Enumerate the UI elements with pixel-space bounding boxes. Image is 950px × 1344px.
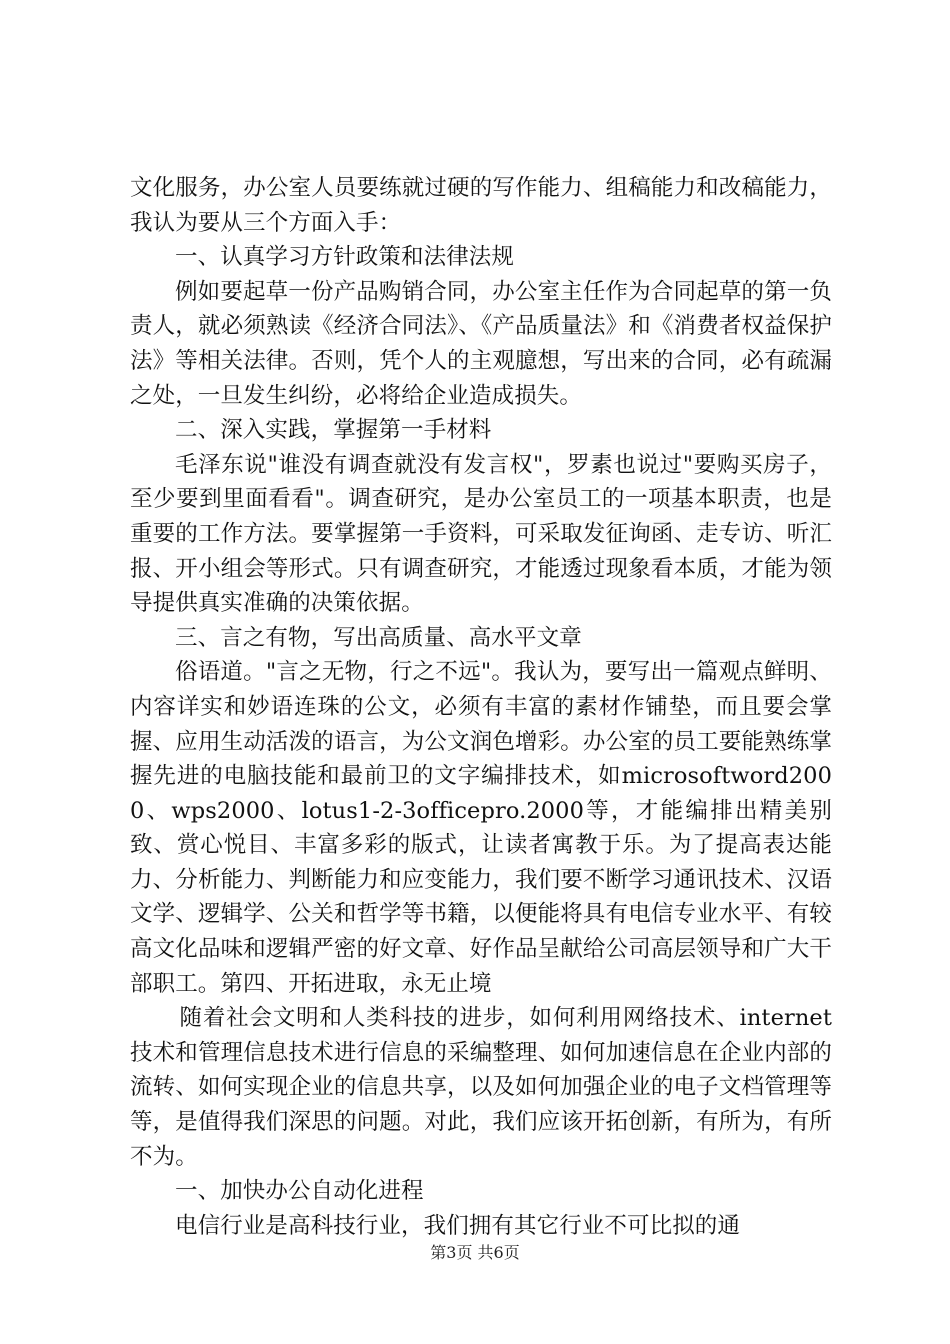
page-footer [0, 1243, 950, 1263]
document-body [130, 171, 832, 1243]
section-heading: 三、言之有物，写出高质量、高水平文章 [175, 624, 582, 651]
section-heading: 二、深入实践，掌握第一手材料 [175, 417, 492, 444]
page-number-label: 第3页 共6页 [430, 1243, 520, 1262]
paragraph: 例如要起草一份产品购销合同，办公室主任作为合同起草的第一负责人，就必须熟读《经济合同法》、《产品质量法》和《消费者权益保护法》等相关法律。否则，凭个人的主观臆想，写出来的合同，必有疏漏之处，一旦发生纠纷，必将给企业造成损失。 [130, 278, 832, 409]
paragraph: 电信行业是高科技行业，我们拥有其它行业不可比拟的通 [175, 1212, 741, 1239]
paragraph: 文化服务，办公室人员要练就过硬的写作能力、组稿能力和改稿能力，我认为要从三个方面入手： [130, 175, 832, 236]
paragraph: 随着社会文明和人类科技的进步，如何利用网络技术、internet技术和管理信息技术进行信息的采编整理、如何加速信息在企业内部的流转、如何实现企业的信息共享，以及如何加强企业的电子文档管理等等，是值得我们深思的问题。对此，我们应该开拓创新，有所为，有所不为。 [130, 1005, 832, 1170]
section-heading: 一、加快办公自动化进程 [175, 1178, 424, 1205]
paragraph: 俗语道。"言之无物，行之不远"。我认为，要写出一篇观点鲜明、内容详实和妙语连珠的公文，必须有丰富的素材作铺垫，而且要会掌握、应用生动活泼的语言，为公文润色增彩。办公室的员工要能熟练掌握先进的电脑技能和最前卫的文字编排技术，如microsoftword2000、wps2000、lotus1-2-3officepro.2000等，才能编排出精美别致、赏心悦目、丰富多彩的版式，让读者寓教于乐。为了提高表达能力、分析能力、判断能力和应变能力，我们要不断学习通讯技术、汉语文学、逻辑学、公关和哲学等书籍，以便能将具有电信专业水平、有较高文化品味和逻辑严密的好文章、好作品呈献给公司高层领导和广大干部职工。第四、开拓进取，永无止境 [130, 659, 832, 997]
section-heading: 一、认真学习方针政策和法律法规 [175, 244, 515, 271]
paragraph: 毛泽东说"谁没有调查就没有发言权"，罗素也说过"要购买房子，至少要到里面看看"。调查研究，是办公室员工的一项基本职责，也是重要的工作方法。要掌握第一手资料，可采取发征询函、走专访、听汇报、开小组会等形式。只有调查研究，才能透过现象看本质，才能为领导提供真实准确的决策依据。 [130, 451, 832, 617]
